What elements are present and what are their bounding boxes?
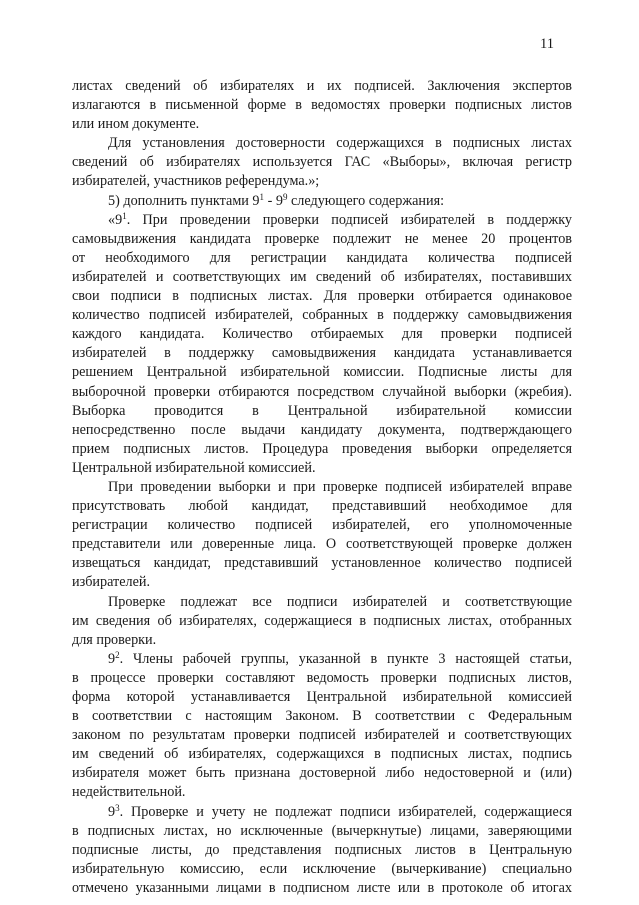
superscript: 1 xyxy=(259,191,265,202)
text-line: им сведений об избирателях, содержащихся в подписных листах, подпись xyxy=(72,746,572,763)
text-line xyxy=(72,650,572,669)
text-line: форма которой устанавливается Центральной избирательной комиссией xyxy=(72,689,572,705)
text-line: представители или доверенные лица. О соответствующей проверке должен xyxy=(72,536,572,553)
text-line: избирателей. xyxy=(72,574,151,591)
text-segment: . При проведении проверки подписей избирателей в поддержку xyxy=(126,211,572,228)
text-line: избирательную комиссию, если исключение (вычеркивание) специально xyxy=(72,860,572,877)
text-line: в подписных листах, но исключенные (вычеркнутые) лицами, заверяющими xyxy=(72,822,572,839)
paragraph xyxy=(72,593,572,650)
text-line: от необходимого для регистрации кандидата количества подписей xyxy=(72,249,572,266)
text-segment: «9 xyxy=(108,211,123,228)
paragraph xyxy=(72,77,572,134)
document-body xyxy=(72,77,572,898)
text-line: избирателей, участников референдума.»; xyxy=(72,173,320,190)
superscript: 2 xyxy=(115,649,120,660)
text-line: решением Центральной избирательной комиссии. Подписные листы для xyxy=(72,364,572,381)
text-line: листах сведений об избирателях и их подписей. Заключения экспертов xyxy=(72,78,572,94)
text-line: недействительной. xyxy=(72,784,186,801)
text-line: или ином документе. xyxy=(72,116,200,133)
text-line: законом по результатам проверки подписей избирателей и соответствующих xyxy=(72,727,572,744)
text-line xyxy=(72,192,572,211)
text-line: свои подписи в подписных листах. Для проверки отбирается одинаковое xyxy=(72,288,572,305)
text-line: Для установления достоверности содержащихся в подписных листах xyxy=(108,135,572,152)
text-line: присутствовать любой кандидат, представивший необходимое для xyxy=(72,498,572,515)
text-line: регистрации количество подписей избирателей, его уполномоченные xyxy=(72,517,572,534)
text-segment: . Проверке и учету не подлежат подписи избирателей, содержащиеся xyxy=(119,803,572,820)
text-segment: 9 xyxy=(108,650,116,667)
text-line: самовыдвижения кандидата проверке подлежит не менее 20 процентов xyxy=(72,230,572,247)
text-line: подписные листы, до представления подписных листов в Центральную xyxy=(72,841,572,858)
paragraph xyxy=(72,211,572,478)
text-line: излагаются в письменной форме в ведомостях проверки подписных листов xyxy=(72,97,572,114)
page-number: 11 xyxy=(540,36,554,52)
text-segment: - 9 xyxy=(264,192,283,209)
text-line: в процессе проверки составляют ведомость проверки подписных листов, xyxy=(72,669,572,686)
text-line: избирателя может быть признана достоверной либо недостоверной и (или) xyxy=(72,765,572,782)
text-line: в соответствии с настоящим Законом. В соответствии с Федеральным xyxy=(72,708,572,725)
text-line: отмечено указанными лицами в подписном листе или в протоколе об итогах xyxy=(72,879,572,896)
text-line: количество подписей избирателей, собранных в поддержку самовыдвижения xyxy=(72,307,572,324)
superscript: 9 xyxy=(282,191,288,202)
paragraph xyxy=(72,192,572,211)
text-line xyxy=(72,803,572,822)
text-segment: следующего содержания: xyxy=(287,192,445,209)
text-line: избирателей в поддержку самовыдвижения кандидата устанавливается xyxy=(72,345,572,362)
text-line: Проверке подлежат все подписи избирателей и соответствующие xyxy=(108,593,572,610)
text-line xyxy=(72,211,572,230)
text-segment: 5) дополнить пунктами 9 xyxy=(108,192,260,209)
text-line: Выборка проводится в Центральной избирательной комиссии xyxy=(72,402,572,419)
text-line: При проведении выборки и при проверке подписей избирателей вправе xyxy=(108,478,572,495)
superscript: 3 xyxy=(115,802,120,813)
text-line: для проверки. xyxy=(72,631,157,648)
text-line: им сведения об избирателях, содержащиеся в подписных листах, отобранных xyxy=(72,612,572,629)
paragraph xyxy=(72,478,572,593)
text-line: извещаться кандидат, представивший установленное количество подписей xyxy=(72,555,572,572)
text-line: сведений об избирателях используется ГАС «Выборы», включая регистр xyxy=(72,154,572,171)
text-line: избирателей и соответствующих им сведений об избирателях, поставивших xyxy=(72,268,572,285)
text-segment: . Члены рабочей группы, указанной в пункте 3 настоящей статьи, xyxy=(119,650,572,667)
superscript: 1 xyxy=(122,210,127,221)
paragraph xyxy=(72,650,572,803)
text-line: непосредственно после выдачи кандидату документа, подтверждающего xyxy=(72,421,572,438)
text-line: Центральной избирательной комиссией. xyxy=(72,459,316,476)
paragraph xyxy=(72,803,572,898)
text-line: прием подписных листов. Процедура проведения выборки определяется xyxy=(72,440,572,457)
text-line: выборочной проверки отбираются посредством случайной выборки (жребия). xyxy=(72,383,572,400)
text-line: каждого кандидата. Количество отбираемых для проверки подписей xyxy=(72,326,572,343)
paragraph xyxy=(72,134,572,191)
text-segment: 9 xyxy=(108,803,116,820)
